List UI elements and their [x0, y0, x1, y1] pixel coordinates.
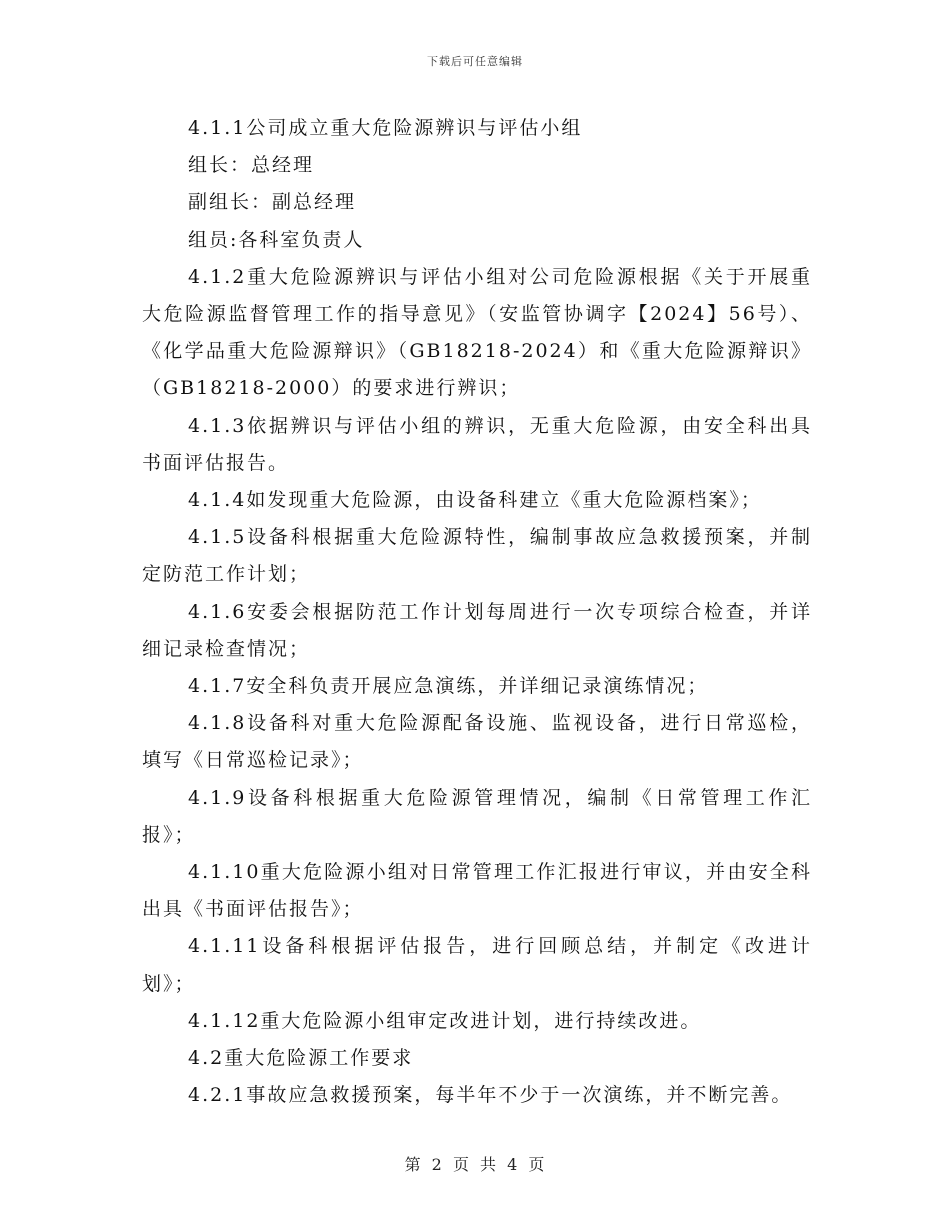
- paragraph-members: 组员:各科室负责人: [188, 228, 365, 251]
- paragraph-4-1-6: 4.1.6安委会根据防范工作计划每周进行一次专项综合检查，并详细记录检查情况；: [142, 600, 812, 660]
- paragraph-deputy-leader: 副组长：副总经理: [188, 191, 357, 214]
- paragraph-4-1-9: 4.1.9设备科根据重大危险源管理情况，编制《日常管理工作汇报》；: [142, 786, 812, 846]
- page-number: 第 2 页 共 4 页: [404, 1155, 546, 1174]
- page-header: 下载后可任意编辑: [427, 55, 523, 68]
- paragraph-4-1-11: 4.1.11设备科根据评估报告，进行回顾总结，并制定《改进计划》；: [142, 935, 812, 995]
- paragraph-4-1-10: 4.1.10重大危险源小组对日常管理工作汇报进行审议，并由安全科出具《书面评估报告》；: [142, 861, 812, 921]
- paragraph-4-1-5: 4.1.5设备科根据重大危险源特性，编制事故应急救援预案，并制定防范工作计划；: [142, 526, 812, 586]
- paragraph-4-2-1: 4.2.1事故应急救援预案，每半年不少于一次演练，并不断完善。: [188, 1084, 793, 1107]
- paragraph-4-1-1: 4.1.1公司成立重大危险源辨识与评估小组: [188, 117, 583, 139]
- paragraph-4-1-12: 4.1.12重大危险源小组审定改进计划，进行持续改进。: [188, 1009, 702, 1032]
- paragraph-4-1-8: 4.1.8设备科对重大危险源配备设施、监视设备，进行日常巡检，填写《日常巡检记录》；: [142, 712, 812, 772]
- paragraph-4-1-4: 4.1.4如发现重大危险源，由设备科建立《重大危险源档案》；: [188, 489, 762, 512]
- paragraph-4-1-2: 4.1.2重大危险源辨识与评估小组对公司危险源根据《关于开展重大危险源监督管理工作的指导意见》（安监管协调字【2024】56号）、《化学品重大危险源辩识》（GB18218-2024）和《重大危险源辩识》（GB18218-2000）的要求进行辨识；: [142, 265, 812, 400]
- paragraph-4-1-7: 4.1.7安全科负责开展应急演练，并详细记录演练情况；: [188, 675, 709, 698]
- section-heading-4-2: 4.2重大危险源工作要求: [188, 1047, 414, 1070]
- paragraph-group-leader: 组长：总经理: [188, 154, 315, 177]
- document-body: [142, 110, 812, 1114]
- paragraph-4-1-3: 4.1.3依据辨识与评估小组的辨识，无重大危险源，由安全科出具书面评估报告。: [142, 414, 812, 474]
